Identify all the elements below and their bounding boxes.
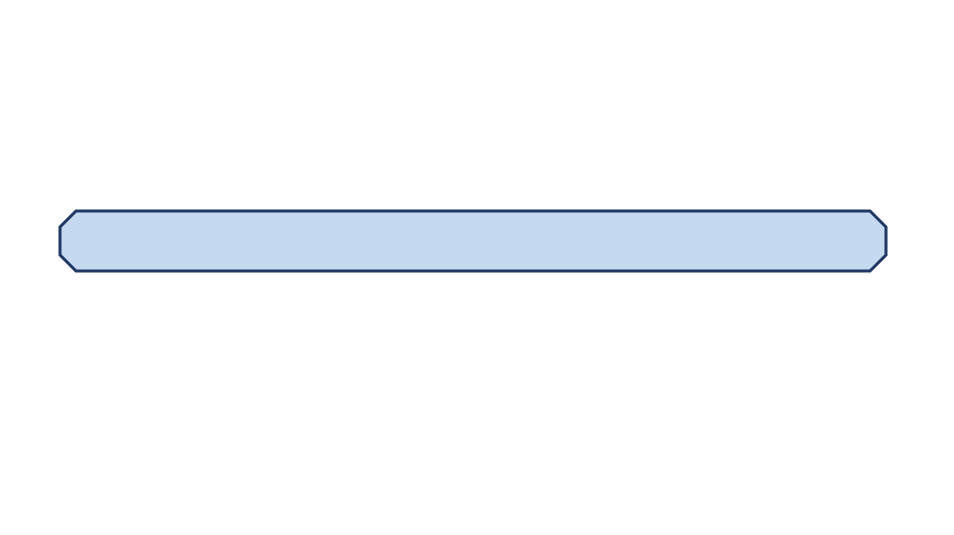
banner-shape	[58, 209, 888, 273]
section-banner	[58, 209, 888, 273]
